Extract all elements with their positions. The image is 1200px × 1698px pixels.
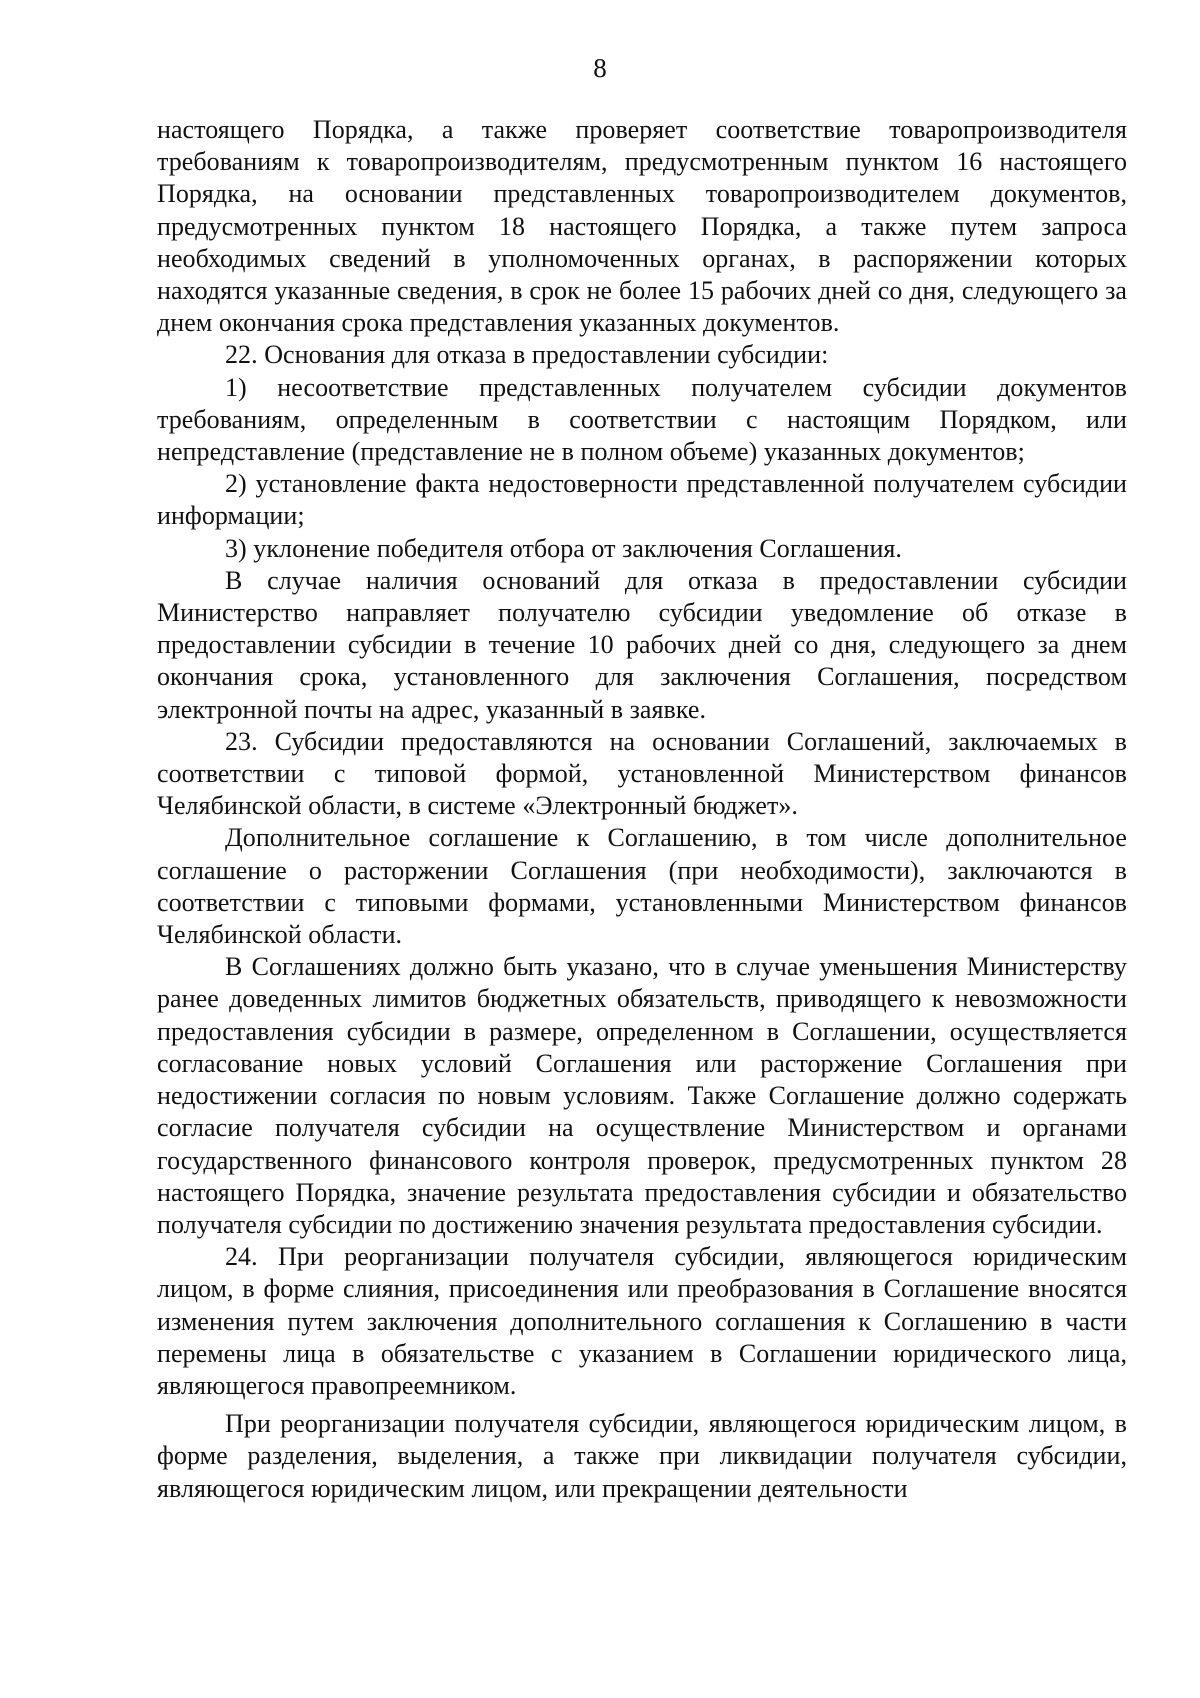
- paragraph-22-heading: 22. Основания для отказа в предоставлении субсидии:: [225, 340, 829, 370]
- paragraph-agreement-terms: В Соглашениях должно быть указано, что в случае уменьшения Министерству ранее доведенных лимитов бюджетных обязательств, приводящего к невозможности предоставления субсидии в размере, определенном в Соглашении, осуществляется согласование новых условий Соглашения или расторжение Соглашения при недостижении согласия по новым условиям. Также Соглашение должно содержать согласие получателя субсидии на осуществление Министерством и органами государственного финансового контроля проверок, предусмотренных пунктом 28 настоящего Порядка, значение результата предоставления субсидии и обязательство получателя субсидии по достижению значения результата предоставления субсидии.: [157, 952, 1127, 1239]
- paragraph-22-item-3: 3) уклонение победителя отбора от заключения Соглашения.: [225, 533, 902, 563]
- paragraph-additional-agreement: Дополнительное соглашение к Соглашению, в том числе дополнительное соглашение о расторжении Соглашения (при необходимости), заключаются в соответствии с типовыми формами, установленными Министерством финансов Челябинской области.: [157, 823, 1127, 950]
- paragraph-refusal-notice: В случае наличия оснований для отказа в предоставлении субсидии Министерство направляет получателю субсидии уведомление об отказе в предоставлении субсидии в течение 10 рабочих дней со дня, следующего за днем окончания срока, установленного для заключения Соглашения, посредством электронной почты на адрес, указанный в заявке.: [157, 565, 1127, 724]
- paragraph-22-item-1: 1) несоответствие представленных получателем субсидии документов требованиям, определенным в соответствии с настоящим Порядком, или непредставление (представление не в полном объеме) указанных документов;: [157, 372, 1127, 467]
- paragraph-continuation: настоящего Порядка, а также проверяет соответствие товаропроизводителя требованиям к товаропроизводителям, предусмотренным пунктом 16 настоящего Порядка, на основании представленных товаропроизводителем документов, предусмотренных пунктом 18 настоящего Порядка, а также путем запроса необходимых сведений в уполномоченных органах, в распоряжении которых находятся указанные сведения, в срок не более 15 рабочих дней со дня, следующего за днем окончания срока представления указанных документов.: [157, 115, 1127, 338]
- paragraph-23: 23. Субсидии предоставляются на основании Соглашений, заключаемых в соответствии с типовой формой, установленной Министерством финансов Челябинской области, в системе «Электронный бюджет».: [157, 726, 1127, 821]
- paragraph-22-item-2: 2) установление факта недостоверности представленной получателем субсидии информации;: [157, 469, 1127, 531]
- page-number: 8: [593, 53, 607, 83]
- paragraph-reorganization: При реорганизации получателя субсидии, являющегося юридическим лицом, в форме разделения, выделения, а также при ликвидации получателя субсидии, являющегося юридическим лицом, или прекращении деятельности: [157, 1409, 1127, 1503]
- document-body: [157, 114, 1127, 1505]
- paragraph-24: 24. При реорганизации получателя субсидии, являющегося юридическим лицом, в форме слияния, присоединения или преобразования в Соглашение вносятся изменения путем заключения дополнительного соглашения к Соглашению в части перемены лица в обязательстве с указанием в Соглашении юридического лица, являющегося правопреемником.: [157, 1242, 1127, 1400]
